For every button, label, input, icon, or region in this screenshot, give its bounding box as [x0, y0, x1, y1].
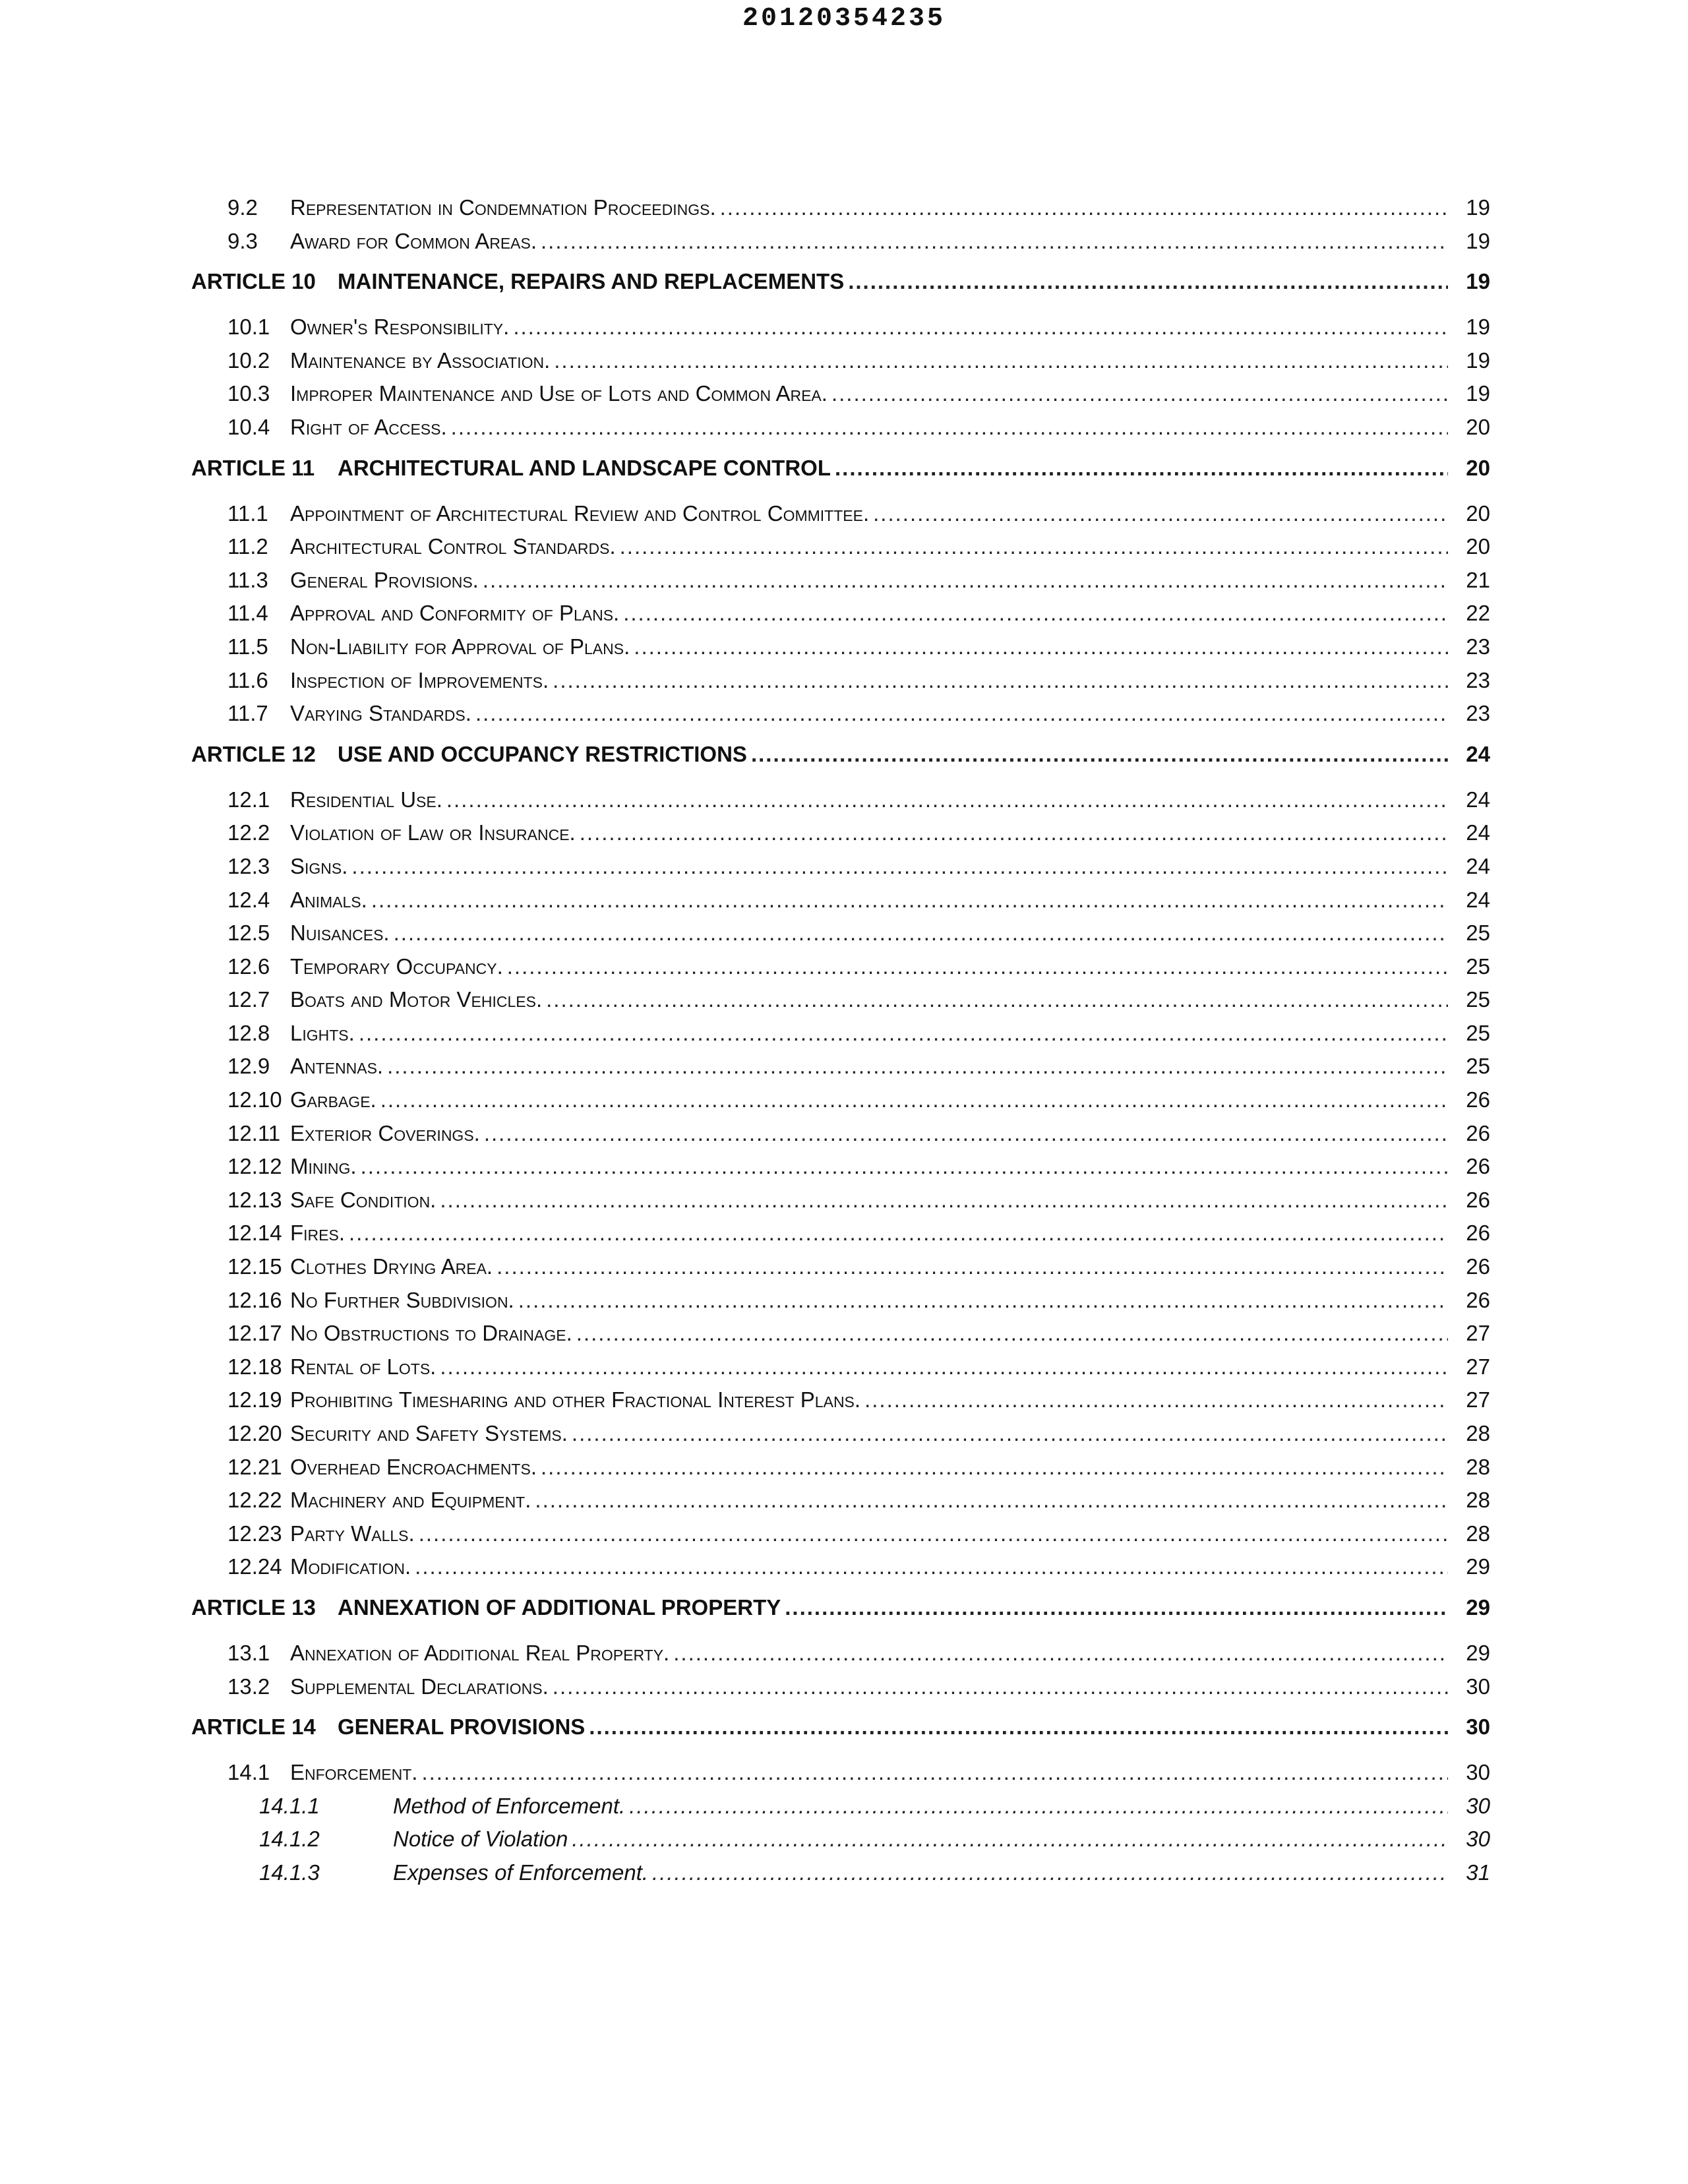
- toc-page-number: 21: [1466, 567, 1490, 592]
- toc-entry-title: No Further Subdivision.: [290, 1287, 514, 1312]
- toc-entry-title: Violation of Law or Insurance.: [290, 820, 576, 845]
- toc-page-number: 28: [1466, 1488, 1490, 1513]
- toc-entry-title: Exterior Coverings.: [290, 1120, 480, 1145]
- toc-section-row: [191, 1756, 1490, 1790]
- toc-dot-leader: [371, 884, 1448, 917]
- toc-dot-leader: [580, 816, 1448, 850]
- toc-section-row: [191, 377, 1490, 411]
- toc-page-number: 28: [1466, 1454, 1490, 1479]
- toc-entry-number: 14.1.1: [259, 1793, 320, 1818]
- toc-dot-leader: [831, 377, 1448, 411]
- toc-page-number: 27: [1466, 1354, 1490, 1379]
- toc-entry-number: 12.18: [227, 1354, 282, 1379]
- toc-entry-title: ARCHITECTURAL AND LANDSCAPE CONTROL: [338, 455, 831, 480]
- toc-entry-number: 12.4: [227, 887, 270, 912]
- toc-entry-title: Garbage.: [290, 1087, 377, 1112]
- toc-dot-leader: [513, 311, 1448, 344]
- toc-entry-number: ARTICLE 14: [191, 1714, 316, 1740]
- toc-entry-number: ARTICLE 13: [191, 1594, 316, 1620]
- toc-page-number: 29: [1466, 1594, 1490, 1620]
- toc-entry-title: Nuisances.: [290, 921, 390, 946]
- toc-entry-number: 12.12: [227, 1154, 282, 1179]
- toc-entry-number: ARTICLE 11: [191, 455, 315, 480]
- toc-dot-leader: [835, 451, 1448, 485]
- toc-entry-title: Antennas.: [290, 1054, 384, 1079]
- toc-section-row: [191, 950, 1490, 984]
- toc-dot-leader: [351, 850, 1448, 884]
- toc-entry-title: Maintenance by Association.: [290, 348, 551, 373]
- toc-entry-number: 12.16: [227, 1287, 282, 1312]
- toc-section-row: [191, 411, 1490, 444]
- toc-entry-title: Architectural Control Standards.: [290, 534, 616, 559]
- toc-page-number: 26: [1466, 1287, 1490, 1312]
- toc-dot-leader: [589, 1710, 1448, 1744]
- toc-entry-title: Rental of Lots.: [290, 1354, 437, 1379]
- toc-dot-leader: [394, 917, 1448, 950]
- toc-entry-title: Party Walls.: [290, 1521, 415, 1546]
- toc-entry-title: Residential Use.: [290, 787, 442, 812]
- toc-page-number: 24: [1466, 820, 1490, 845]
- toc-dot-leader: [387, 1050, 1448, 1083]
- toc-page-number: 27: [1466, 1321, 1490, 1346]
- toc-page-number: 19: [1466, 195, 1490, 220]
- toc-entry-number: 11.2: [227, 534, 268, 559]
- toc-entry-title: Improper Maintenance and Use of Lots and Common Area.: [290, 381, 828, 406]
- toc-page-number: 19: [1466, 348, 1490, 373]
- toc-page-number: 20: [1466, 534, 1490, 559]
- toc-section-row: [191, 1050, 1490, 1083]
- toc-dot-leader: [475, 697, 1448, 731]
- toc-entry-number: 10.2: [227, 348, 270, 373]
- toc-entry-number: 11.5: [227, 634, 268, 659]
- toc-entry-number: 14.1: [227, 1760, 270, 1785]
- toc-entry-title: Supplemental Declarations.: [290, 1674, 549, 1699]
- toc-entry-title: Method of Enforcement.: [393, 1793, 626, 1818]
- toc-entry-number: 12.3: [227, 853, 270, 878]
- toc-entry-number: ARTICLE 10: [191, 269, 316, 294]
- toc-page-number: 30: [1466, 1760, 1490, 1785]
- toc-entry-number: 12.13: [227, 1187, 282, 1212]
- toc-entry-number: 11.1: [227, 501, 268, 526]
- toc-entry-number: 12.7: [227, 987, 270, 1012]
- toc-dot-leader: [620, 530, 1448, 564]
- toc-section-row: [191, 1184, 1490, 1217]
- toc-section-row: [191, 1670, 1490, 1704]
- toc-dot-leader: [507, 950, 1448, 984]
- toc-section-row: [191, 783, 1490, 817]
- toc-dot-leader: [483, 564, 1448, 597]
- toc-page-number: 28: [1466, 1421, 1490, 1445]
- toc-entry-number: 11.6: [227, 667, 268, 692]
- toc-entry-title: Appointment of Architectural Review and Control Committee.: [290, 501, 870, 526]
- toc-section-row: [191, 1250, 1490, 1284]
- toc-section-row: [191, 1117, 1490, 1151]
- toc-page-number: 25: [1466, 987, 1490, 1012]
- toc-section-row: [191, 1417, 1490, 1451]
- toc-entry-number: 9.2: [227, 195, 258, 220]
- toc-entry-number: 12.21: [227, 1454, 282, 1479]
- toc-dot-leader: [572, 1823, 1448, 1856]
- toc-entry-title: Non-Liability for Approval of Plans.: [290, 634, 630, 659]
- toc-entry-title: No Obstructions to Drainage.: [290, 1321, 572, 1346]
- toc-section-row: [191, 1637, 1490, 1670]
- toc-page-number: 19: [1466, 315, 1490, 340]
- toc-section-row: [191, 530, 1490, 564]
- toc-dot-leader: [553, 1670, 1448, 1704]
- toc-entry-title: Right of Access.: [290, 414, 447, 439]
- toc-section-row: [191, 1017, 1490, 1050]
- toc-dot-leader: [629, 1790, 1448, 1823]
- toc-article-row: [191, 1591, 1490, 1625]
- toc-dot-leader: [864, 1383, 1448, 1417]
- toc-dot-leader: [554, 344, 1448, 378]
- toc-page-number: 27: [1466, 1387, 1490, 1412]
- toc-page-number: 22: [1466, 601, 1490, 626]
- toc-entry-title: Boats and Motor Vehicles.: [290, 987, 543, 1012]
- toc-page-number: 25: [1466, 921, 1490, 946]
- toc-section-row: [191, 564, 1490, 597]
- toc-dot-leader: [553, 664, 1448, 698]
- toc-section-row: [191, 1550, 1490, 1584]
- toc-article-row: [191, 451, 1490, 485]
- toc-section-row: [191, 884, 1490, 917]
- toc-dot-leader: [634, 630, 1448, 664]
- toc-dot-leader: [451, 411, 1448, 444]
- toc-section-row: [191, 917, 1490, 950]
- toc-dot-leader: [673, 1637, 1448, 1670]
- toc-article-row: [191, 264, 1490, 299]
- toc-entry-number: 12.5: [227, 921, 270, 946]
- toc-dot-leader: [446, 783, 1448, 817]
- toc-dot-leader: [484, 1117, 1448, 1151]
- toc-entry-title: Machinery and Equipment.: [290, 1488, 531, 1513]
- toc-section-row: [191, 1451, 1490, 1484]
- toc-section-row: [191, 664, 1490, 698]
- toc-page-number: 26: [1466, 1221, 1490, 1246]
- toc-entry-title: Enforcement.: [290, 1760, 418, 1785]
- toc-page-number: 25: [1466, 1054, 1490, 1079]
- toc-entry-title: Signs.: [290, 853, 348, 878]
- toc-entry-title: Award for Common Areas.: [290, 228, 537, 253]
- toc-page-number: 23: [1466, 701, 1490, 726]
- toc-dot-leader: [546, 983, 1448, 1017]
- toc-entry-title: Temporary Occupancy.: [290, 954, 503, 979]
- toc-section-row: [191, 1517, 1490, 1551]
- toc-entry-title: Animals.: [290, 887, 367, 912]
- document-number: 20120354235: [742, 4, 946, 34]
- toc-dot-leader: [541, 1451, 1448, 1484]
- toc-entry-title: Prohibiting Timesharing and other Fractional Interest Plans.: [290, 1387, 861, 1412]
- toc-dot-leader: [415, 1550, 1448, 1584]
- toc-entry-number: 12.9: [227, 1054, 270, 1079]
- toc-page-number: 19: [1466, 228, 1490, 253]
- toc-dot-leader: [349, 1217, 1448, 1250]
- toc-entry-title: Annexation of Additional Real Property.: [290, 1640, 670, 1665]
- toc-page-number: 26: [1466, 1120, 1490, 1145]
- toc-entry-number: 14.1.2: [259, 1827, 320, 1852]
- toc-entry-title: Varying Standards.: [290, 701, 471, 726]
- toc-page-number: 24: [1466, 853, 1490, 878]
- toc-entry-number: 12.8: [227, 1020, 270, 1045]
- toc-section-row: [191, 1217, 1490, 1250]
- toc-article-row: [191, 1710, 1490, 1744]
- toc-dot-leader: [785, 1591, 1448, 1625]
- toc-entry-number: 12.24: [227, 1554, 282, 1579]
- toc-entry-number: 12.6: [227, 954, 270, 979]
- toc-page-number: 26: [1466, 1087, 1490, 1112]
- toc-entry-number: 11.7: [227, 701, 268, 726]
- toc-entry-number: 12.14: [227, 1221, 282, 1246]
- toc-entry-title: Mining.: [290, 1154, 357, 1179]
- toc-dot-leader: [541, 225, 1448, 258]
- toc-page-number: 20: [1466, 455, 1490, 480]
- toc-entry-number: 10.4: [227, 414, 270, 439]
- toc-section-row: [191, 1150, 1490, 1184]
- toc-page-number: 30: [1466, 1793, 1490, 1818]
- toc-entry-title: Representation in Condemnation Proceedings.: [290, 195, 716, 220]
- toc-section-row: [191, 983, 1490, 1017]
- toc-dot-leader: [873, 497, 1448, 531]
- toc-subsection-row: [191, 1790, 1490, 1823]
- toc-section-row: [191, 816, 1490, 850]
- toc-dot-leader: [848, 264, 1448, 299]
- toc-dot-leader: [361, 1150, 1448, 1184]
- toc-dot-leader: [623, 597, 1448, 630]
- toc-page-number: 25: [1466, 1020, 1490, 1045]
- toc-page-number: 24: [1466, 741, 1490, 766]
- toc-section-row: [191, 497, 1490, 531]
- toc-entry-number: 12.10: [227, 1087, 282, 1112]
- toc-section-row: [191, 1083, 1490, 1117]
- toc-section-row: [191, 225, 1490, 258]
- toc-page-number: 23: [1466, 667, 1490, 692]
- toc-entry-number: 12.11: [227, 1120, 281, 1145]
- toc-entry-number: ARTICLE 12: [191, 741, 316, 766]
- toc-entry-number: 14.1.3: [259, 1860, 320, 1885]
- toc-dot-leader: [576, 1317, 1448, 1350]
- toc-dot-leader: [359, 1017, 1448, 1050]
- toc-page-number: 29: [1466, 1640, 1490, 1665]
- toc-entry-title: Security and Safety Systems.: [290, 1421, 568, 1445]
- toc-subsection-row: [191, 1823, 1490, 1856]
- toc-entry-number: 12.22: [227, 1488, 282, 1513]
- toc-page-number: 20: [1466, 414, 1490, 439]
- toc-entry-title: ANNEXATION OF ADDITIONAL PROPERTY: [338, 1594, 781, 1620]
- toc-entry-number: 12.17: [227, 1321, 282, 1346]
- toc-page-number: 30: [1466, 1827, 1490, 1852]
- toc-entry-title: USE AND OCCUPANCY RESTRICTIONS: [338, 741, 747, 766]
- toc-section-row: [191, 630, 1490, 664]
- toc-section-row: [191, 1317, 1490, 1350]
- toc-page-number: 28: [1466, 1521, 1490, 1546]
- toc-entry-title: Expenses of Enforcement.: [393, 1860, 649, 1885]
- toc-entry-title: MAINTENANCE, REPAIRS AND REPLACEMENTS: [338, 269, 845, 294]
- toc-entry-number: 13.1: [227, 1640, 270, 1665]
- toc-section-row: [191, 344, 1490, 378]
- toc-entry-title: Safe Condition.: [290, 1187, 437, 1212]
- toc-entry-title: Notice of Violation: [393, 1827, 568, 1852]
- toc-entry-title: Inspection of Improvements.: [290, 667, 549, 692]
- toc-page-number: 24: [1466, 787, 1490, 812]
- toc-entry-title: GENERAL PROVISIONS: [338, 1714, 586, 1740]
- toc-page-number: 26: [1466, 1254, 1490, 1279]
- toc-entry-title: Clothes Drying Area.: [290, 1254, 493, 1279]
- toc-section-row: [191, 1484, 1490, 1517]
- toc-page-number: 25: [1466, 954, 1490, 979]
- table-of-contents: [191, 191, 1490, 1890]
- toc-dot-leader: [572, 1417, 1448, 1451]
- toc-section-row: [191, 311, 1490, 344]
- toc-entry-title: Overhead Encroachments.: [290, 1454, 537, 1479]
- toc-entry-number: 10.3: [227, 381, 270, 406]
- toc-entry-title: General Provisions.: [290, 567, 479, 592]
- toc-entry-number: 12.23: [227, 1521, 282, 1546]
- toc-dot-leader: [419, 1517, 1448, 1551]
- toc-entry-title: Modification.: [290, 1554, 411, 1579]
- toc-entry-number: 9.3: [227, 228, 258, 253]
- toc-section-row: [191, 597, 1490, 630]
- toc-dot-leader: [421, 1756, 1448, 1790]
- toc-page-number: 23: [1466, 634, 1490, 659]
- toc-article-row: [191, 737, 1490, 772]
- toc-entry-number: 12.2: [227, 820, 270, 845]
- toc-section-row: [191, 1383, 1490, 1417]
- toc-page-number: 26: [1466, 1187, 1490, 1212]
- toc-dot-leader: [652, 1856, 1448, 1890]
- toc-section-row: [191, 191, 1490, 225]
- toc-dot-leader: [535, 1484, 1448, 1517]
- toc-page-number: 29: [1466, 1554, 1490, 1579]
- toc-page-number: 24: [1466, 887, 1490, 912]
- toc-dot-leader: [720, 191, 1448, 225]
- toc-dot-leader: [380, 1083, 1448, 1117]
- toc-dot-leader: [440, 1350, 1448, 1384]
- toc-page-number: 31: [1466, 1860, 1490, 1885]
- toc-section-row: [191, 697, 1490, 731]
- toc-entry-number: 12.19: [227, 1387, 282, 1412]
- toc-section-row: [191, 1284, 1490, 1318]
- toc-section-row: [191, 850, 1490, 884]
- toc-page-number: 26: [1466, 1154, 1490, 1179]
- toc-page-number: 20: [1466, 501, 1490, 526]
- toc-subsection-row: [191, 1856, 1490, 1890]
- toc-entry-title: Lights.: [290, 1020, 355, 1045]
- toc-entry-title: Owner's Responsibility.: [290, 315, 510, 340]
- toc-dot-leader: [518, 1284, 1448, 1318]
- toc-entry-number: 11.3: [227, 567, 268, 592]
- toc-entry-title: Approval and Conformity of Plans.: [290, 601, 620, 626]
- toc-section-row: [191, 1350, 1490, 1384]
- toc-page-number: 30: [1466, 1674, 1490, 1699]
- toc-entry-number: 13.2: [227, 1674, 270, 1699]
- toc-dot-leader: [497, 1250, 1448, 1284]
- toc-page-number: 19: [1466, 381, 1490, 406]
- toc-entry-number: 12.15: [227, 1254, 282, 1279]
- toc-entry-number: 12.1: [227, 787, 270, 812]
- toc-dot-leader: [440, 1184, 1448, 1217]
- toc-entry-number: 12.20: [227, 1421, 282, 1445]
- toc-page-number: 30: [1466, 1714, 1490, 1740]
- toc-page-number: 19: [1466, 269, 1490, 294]
- toc-entry-number: 10.1: [227, 315, 270, 340]
- toc-entry-number: 11.4: [227, 601, 268, 626]
- toc-dot-leader: [751, 737, 1448, 772]
- toc-entry-title: Fires.: [290, 1221, 346, 1246]
